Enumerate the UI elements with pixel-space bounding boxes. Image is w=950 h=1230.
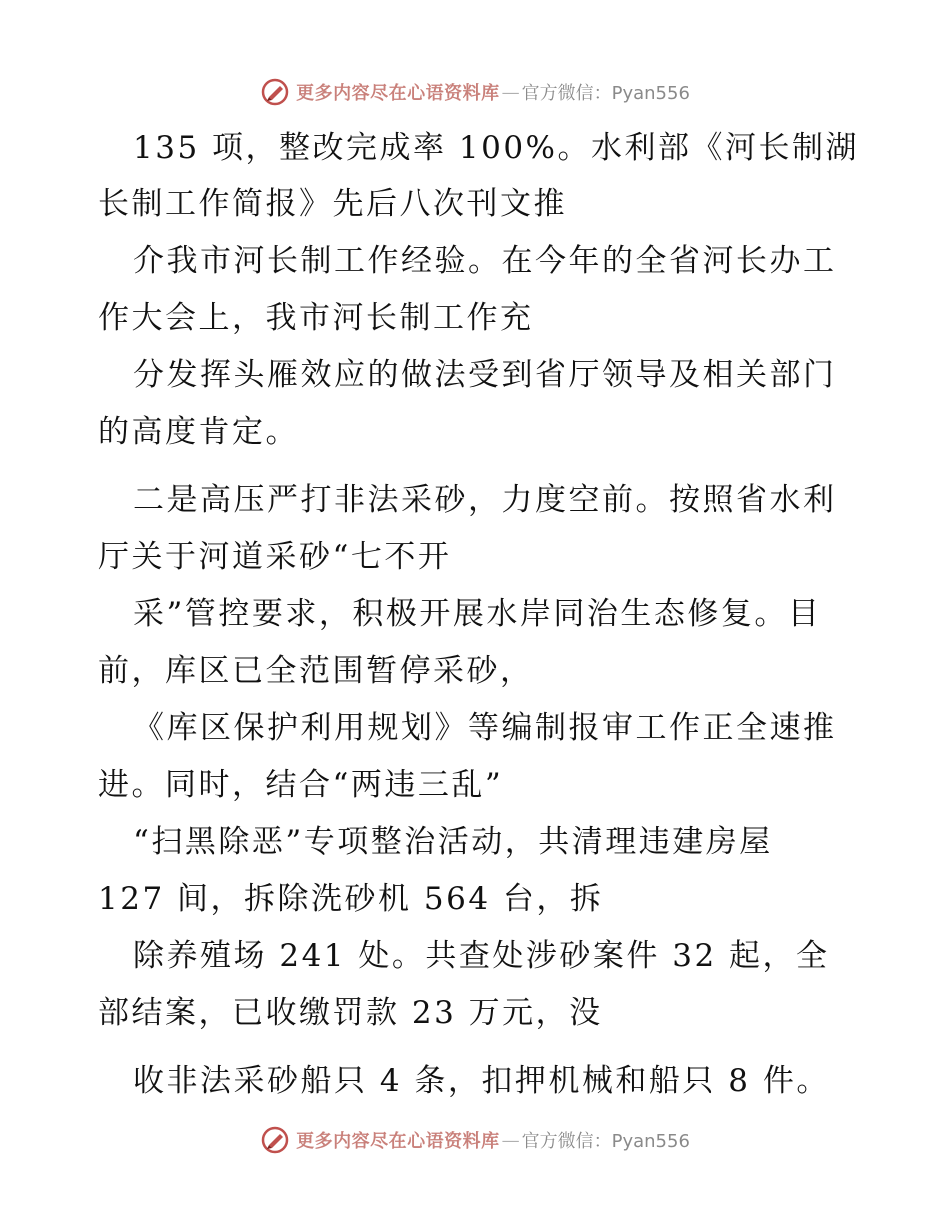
page-footer-watermark: [0, 1120, 950, 1160]
body-line: 收非法采砂船只 4 条，扣押机械和船只 8 件。: [133, 1063, 830, 1099]
watermark-dash: —: [501, 1129, 520, 1151]
body-line: 采”管控要求，积极开展水岸同治生态修复。目: [133, 596, 822, 632]
body-line: 前，库区已全范围暂停采砂，: [98, 653, 534, 689]
body-line: 《库区保护利用规划》等编制报审工作正全速推: [133, 710, 837, 746]
watermark-red-text: 更多内容尽在心语资料库: [296, 83, 500, 104]
watermark-banner: [260, 1125, 690, 1155]
body-line: 分发挥头雁效应的做法受到省厅领导及相关部门: [133, 357, 837, 393]
body-line: 进。同时，结合“两违三乱”: [98, 767, 504, 803]
watermark-wechat-text: 官方微信：Pyan556: [521, 1131, 690, 1152]
body-line: “扫黑除恶”专项整治活动，共清理违建房屋: [133, 824, 773, 860]
pen-logo-icon: [260, 77, 290, 107]
body-line: 作大会上，我市河长制工作充: [98, 300, 534, 336]
body-line: 135 项，整改完成率 100%。水利部《河长制湖: [133, 130, 860, 166]
body-line: 二是高压严打非法采砂，力度空前。按照省水利: [133, 482, 837, 518]
body-line: 的高度肯定。: [98, 414, 299, 450]
body-line: 127 间，拆除洗砂机 564 台，拆: [98, 881, 604, 917]
body-line: 长制工作简报》先后八次刊文推: [98, 186, 567, 222]
body-line: 厅关于河道采砂“七不开: [98, 539, 452, 575]
body-line: 除养殖场 241 处。共查处涉砂案件 32 起，全: [133, 938, 830, 974]
watermark-banner: [260, 77, 690, 107]
watermark-wechat-text: 官方微信：Pyan556: [521, 83, 690, 104]
watermark-red-text: 更多内容尽在心语资料库: [296, 1131, 500, 1152]
body-line: 介我市河长制工作经验。在今年的全省河长办工: [133, 243, 837, 279]
body-line: 部结案，已收缴罚款 23 万元，没: [98, 995, 603, 1031]
page-header-watermark: [0, 72, 950, 112]
pen-logo-icon: [260, 1125, 290, 1155]
watermark-dash: —: [501, 81, 520, 103]
